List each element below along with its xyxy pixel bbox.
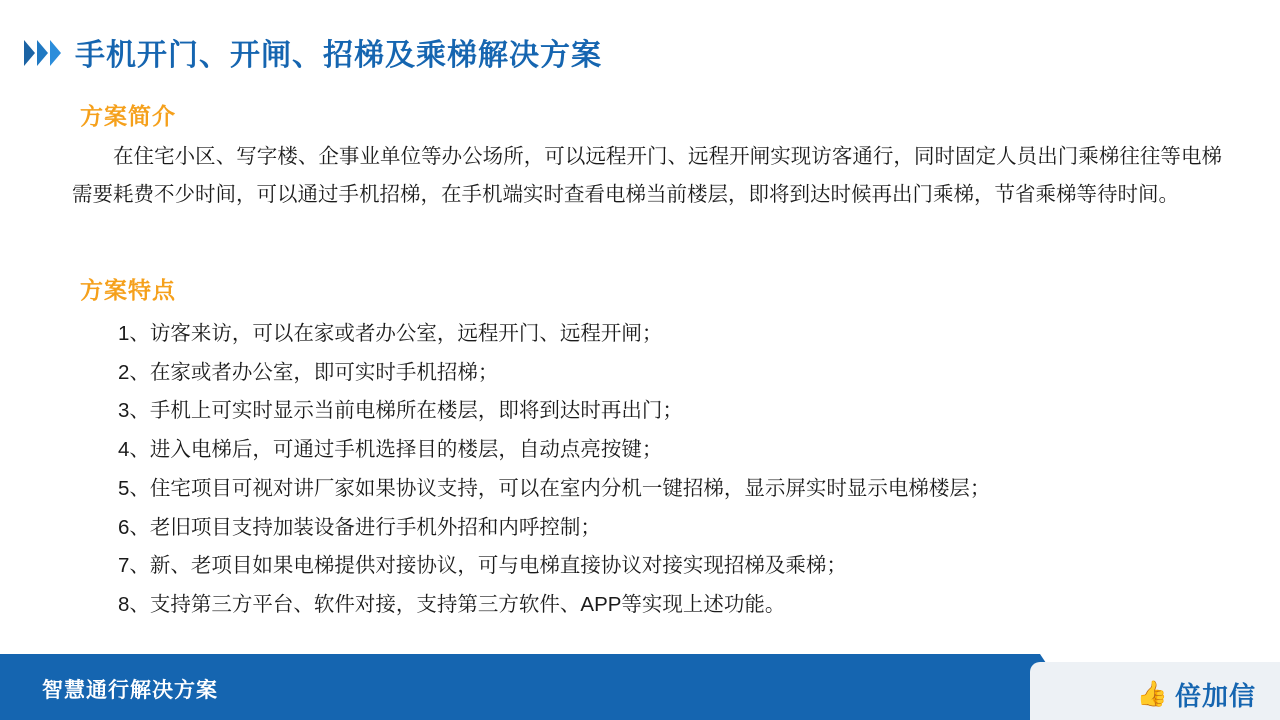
thumbs-up-icon: 👍 [1136, 680, 1168, 708]
brand-logo [1137, 676, 1256, 713]
intro-section-heading: 方案简介 [80, 103, 176, 129]
slide-footer [0, 654, 1280, 720]
features-list [118, 315, 1228, 625]
list-item: 3、手机上可实时显示当前电梯所在楼层，即将到达时再出门； [118, 399, 683, 423]
list-item: 5、住宅项目可视对讲厂家如果协议支持，可以在室内分机一键招梯，显示屏实时显示电梯楼层； [118, 476, 991, 500]
brand-name: 倍加信 [1174, 681, 1256, 711]
double-chevron-right-icon [24, 40, 61, 66]
list-item: 7、新、老项目如果电梯提供对接协议，可与电梯直接协议对接实现招梯及乘梯； [118, 554, 847, 578]
list-item: 8、支持第三方平台、软件对接，支持第三方软件、APP等实现上述功能。 [118, 592, 786, 616]
footer-brand-panel [1030, 662, 1280, 720]
list-item: 1、访客来访，可以在家或者办公室，远程开门、远程开闸； [118, 322, 663, 345]
slide-title-row [24, 30, 602, 74]
intro-section-body: 在住宅小区、写字楼、企事业单位等办公场所，可以远程开门、远程开闸实现访客通行，同时固定人员出门乘梯往往等电梯需要耗费不少时间，可以通过手机招梯，在手机端实时查看电梯当前楼层，即将到达时候再出门乘梯，节省乘梯等待时间。 [72, 145, 1222, 206]
list-item: 4、进入电梯后，可通过手机选择目的楼层，自动点亮按键； [118, 438, 663, 462]
footer-label: 智慧通行解决方案 [42, 679, 218, 702]
page-title: 手机开门、开闸、招梯及乘梯解决方案 [75, 39, 602, 72]
list-item: 6、老旧项目支持加装设备进行手机外招和内呼控制； [118, 515, 601, 539]
list-item: 2、在家或者办公室，即可实时手机招梯； [118, 360, 499, 384]
footer-banner [0, 654, 1040, 720]
features-section-heading: 方案特点 [80, 277, 176, 303]
